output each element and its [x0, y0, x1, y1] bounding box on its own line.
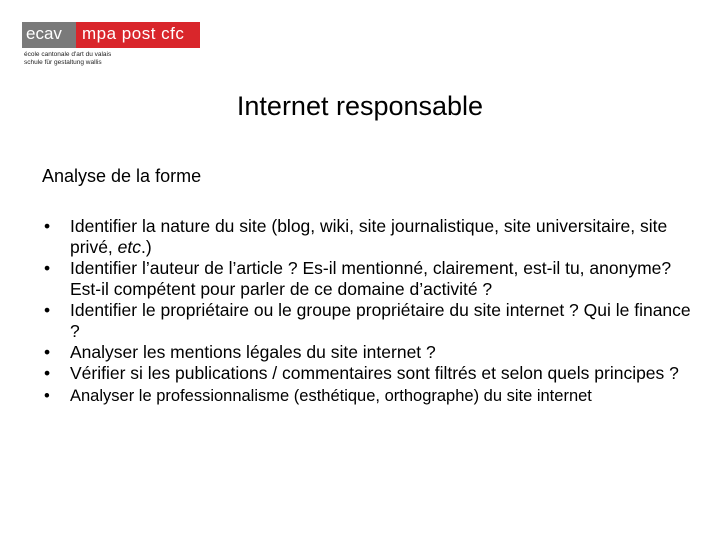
bullet-text: Identifier la nature du site (blog, wiki, site journalistique, site universitaire, site privé, [70, 216, 668, 257]
bullet-icon: • [44, 363, 51, 383]
logo-subtitle-de: schule für gestaltung wallis [24, 59, 102, 66]
logo-ecav-box: ecav [22, 22, 76, 48]
ecav-logo [22, 22, 200, 67]
bullet-text: Analyser le professionnalisme (esthétique, orthographe) du site internet [70, 387, 592, 405]
bullet-icon: • [44, 342, 51, 362]
bullet-icon: • [44, 300, 51, 320]
slide-subtitle: Analyse de la forme [42, 166, 202, 186]
bullet-text-end: .) [141, 237, 152, 257]
logo-boxes [22, 22, 200, 48]
bullet-icon: • [44, 258, 51, 278]
bullet-item [44, 258, 694, 300]
bullet-icon: • [44, 216, 51, 236]
logo-mpa-box: mpa post cfc [76, 22, 200, 48]
bullet-item [44, 300, 694, 342]
logo-subtitle-fr: école cantonale d'art du valais [24, 51, 112, 58]
bullet-text: Analyser les mentions légales du site internet ? [70, 342, 436, 362]
bullet-list [44, 216, 694, 407]
bullet-item [44, 216, 694, 258]
bullet-text-italic: etc [117, 237, 142, 257]
slide-title: Internet responsable [236, 91, 484, 121]
bullet-text: Vérifier si les publications / commentaires sont filtrés et selon quels principes ? [70, 363, 679, 383]
bullet-item [44, 363, 694, 384]
bullet-icon: • [44, 387, 50, 405]
bullet-text: Identifier le propriétaire ou le groupe propriétaire du site internet ? Qui le finance ? [70, 300, 691, 341]
bullet-item [44, 342, 694, 363]
bullet-text: Identifier l’auteur de l’article ? Es-il mentionné, clairement, est-il tu, anonyme? Est-il compétent pour parler de ce domaine d’activité ? [70, 258, 672, 299]
bullet-item [44, 386, 694, 407]
